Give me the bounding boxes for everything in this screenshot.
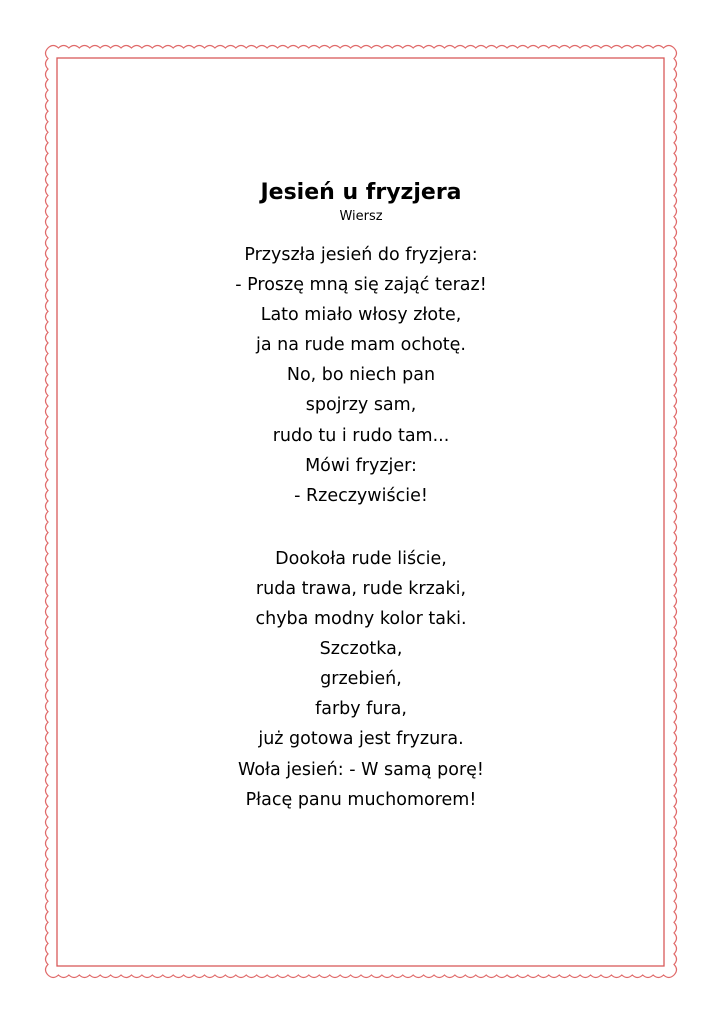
poem-line: Woła jesień: - W samą porę! <box>238 759 484 780</box>
poem-line: ruda trawa, rude krzaki, <box>255 578 467 599</box>
poem-title: Jesień u fryzjera <box>260 180 462 205</box>
poem-line: rudo tu i rudo tam... <box>272 425 450 446</box>
poem-line: - Rzeczywiście! <box>294 485 428 506</box>
poem-line: Przyszła jesień do fryzjera: <box>244 245 478 265</box>
poem-line: Lato miało włosy złote, <box>260 305 462 326</box>
stanza-2 <box>58 544 664 815</box>
poem-line: farby fura, <box>315 699 407 720</box>
poem-line: chyba modny kolor taki. <box>255 609 467 630</box>
poem-line: No, bo niech pan <box>286 365 436 386</box>
poem-line: Mówi fryzjer: <box>305 455 417 476</box>
poem-page <box>58 178 664 815</box>
poem-line: grzebień, <box>320 669 402 690</box>
poem-line: Szczotka, <box>319 639 403 660</box>
poem-line: Płacę panu muchomorem! <box>245 789 477 810</box>
poem-line: już gotowa jest fryzura. <box>258 729 464 750</box>
stanza-1 <box>58 240 664 511</box>
poem-line: Dookoła rude liście, <box>275 548 447 569</box>
poem-line: - Proszę mną się zająć teraz! <box>235 275 487 296</box>
poem-subtitle: Wiersz <box>339 209 383 224</box>
poem-line: spojrzy sam, <box>305 395 417 416</box>
poem-line: ja na rude mam ochotę. <box>256 335 466 356</box>
